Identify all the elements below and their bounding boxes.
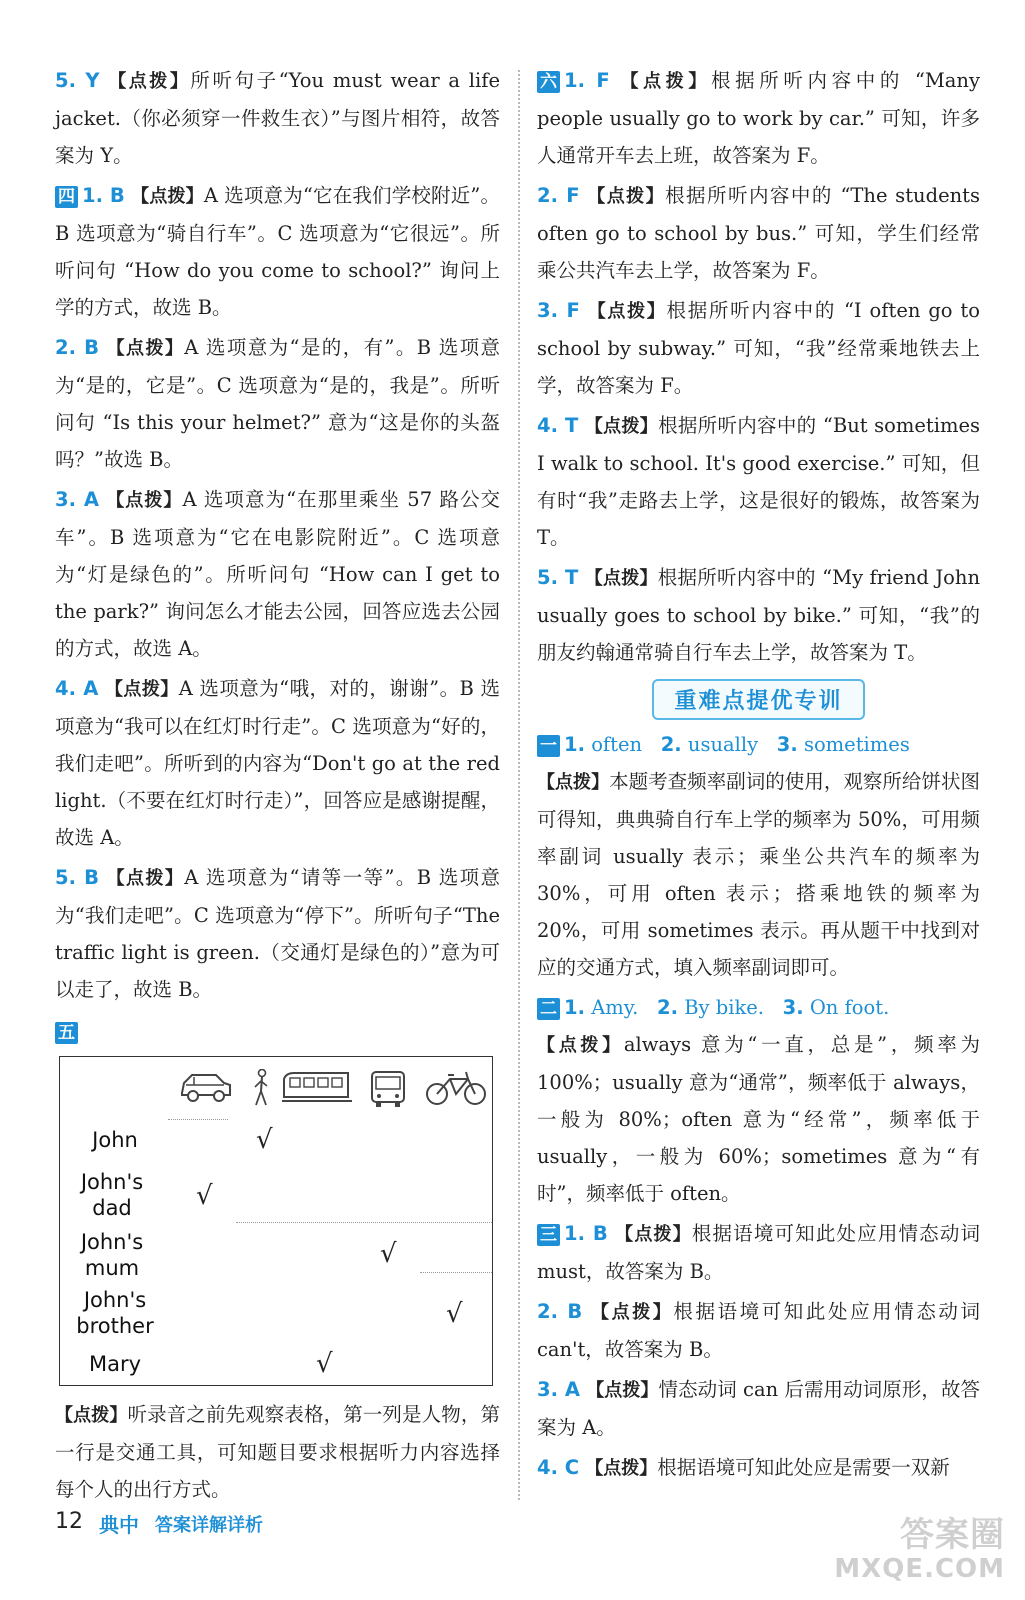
answer-item <box>537 177 980 289</box>
site-watermark <box>834 1515 1005 1586</box>
answer-word: sometimes <box>803 733 910 756</box>
answer-item <box>537 1293 980 1368</box>
footer-label: 答案详解详析 <box>155 1515 263 1536</box>
item-text: 根据所听内容中的 “But sometimes I walk to school. It's good exercise.” 可知，但有时“我”走路去上学，这是很好的锻炼，故答案为 T。 <box>537 414 981 549</box>
hint-tag: 【点拨】 <box>106 338 185 359</box>
check-mark: √ <box>380 1239 397 1269</box>
item-number: 1. <box>564 733 585 756</box>
item-number: 2. <box>660 733 682 756</box>
item-text: 根据所听内容中的 “Many people usually go to work by car.” 可知，许多人通常开车去上班，故答案为 F。 <box>537 69 980 167</box>
item-number: 3. <box>782 996 804 1019</box>
hint-tag: 【点拨】 <box>587 301 667 322</box>
item-number: 2. F <box>537 184 580 207</box>
car-icon <box>178 1069 234 1103</box>
section-badge: 二 <box>537 998 560 1020</box>
item-text: 所听句子“You must wear a life jacket.（你必须穿一件救生衣）”与图片相符，故答案为 Y。 <box>55 69 501 167</box>
hint-tag: 【点拨】 <box>131 186 204 207</box>
table-row-name: John's mum <box>80 1230 144 1280</box>
answer-item <box>55 481 500 667</box>
item-number: 3. A <box>537 1378 580 1401</box>
answer-item <box>537 559 980 671</box>
hint-tag: 【点拨】 <box>584 568 658 589</box>
answer-word: By bike. <box>684 996 765 1019</box>
answer-item <box>537 1449 980 1487</box>
dotted-separator <box>420 1272 492 1273</box>
answer-word: usually <box>687 733 759 756</box>
bicycle-icon <box>424 1069 488 1107</box>
hint-tag: 【点拨】 <box>615 1224 692 1245</box>
answer-item <box>55 1396 500 1508</box>
table-row-name: John's dad <box>80 1170 144 1220</box>
item-number: 2. <box>657 996 678 1019</box>
item-number: 5. Y <box>55 69 100 92</box>
hint-tag: 【点拨】 <box>586 1380 659 1401</box>
hint-tag: 【点拨】 <box>55 1405 128 1426</box>
item-number: 1. F <box>564 69 610 92</box>
answer-item <box>55 859 500 1008</box>
hint-tag: 【点拨】 <box>537 772 610 793</box>
watermark-top: 答案圈 <box>900 1515 1005 1555</box>
item-text: 根据语境可知此处应是需要一双新 <box>657 1456 950 1479</box>
column-divider <box>518 70 520 1500</box>
check-mark: √ <box>256 1125 273 1155</box>
hint-tag: 【点拨】 <box>537 1035 624 1056</box>
subway-train-icon <box>282 1069 352 1103</box>
item-text: A 选项意为“哦，对的，谢谢”。B 选项意为“我可以在红灯时行走”。C 选项意为“好的，我们走吧”。所听到的内容为“Don't go at the red light.（不要在红灯时行走）”，回答应是感谢提醒，故选 A。 <box>55 677 500 849</box>
table-row-name: Mary <box>88 1352 142 1376</box>
answer-word: Amy. <box>591 996 639 1019</box>
answer-item <box>537 989 980 1212</box>
brand-logo: 典中 <box>99 1513 139 1537</box>
check-mark: √ <box>196 1181 213 1211</box>
check-mark: √ <box>316 1349 333 1379</box>
watermark-bottom: MXQE.COM <box>834 1554 1005 1584</box>
bus-icon <box>368 1069 408 1109</box>
hint-tag: 【点拨】 <box>584 416 659 437</box>
item-text: 根据所听内容中的 “I often go to school by subway.” 可知，“我”经常乘地铁去上学，故答案为 F。 <box>537 299 981 397</box>
answer-item <box>55 670 500 856</box>
item-text: 听录音之前先观察表格，第一列是人物，第一行是交通工具，可知题目要求根据听力内容选择每个人的出行方式。 <box>55 1403 500 1501</box>
answer-item <box>55 177 500 326</box>
table-row-name: John's brother <box>76 1288 154 1338</box>
section-badge: 三 <box>537 1224 560 1246</box>
item-number: 4. A <box>55 677 99 700</box>
answer-item <box>537 292 980 404</box>
item-number: 1. B <box>82 184 125 207</box>
hint-tag: 【点拨】 <box>106 868 185 889</box>
page-footer <box>55 1505 455 1537</box>
item-number: 3. <box>776 733 798 756</box>
answer-item <box>537 1215 980 1290</box>
item-number: 5. B <box>55 866 100 889</box>
hint-tag: 【点拨】 <box>104 679 179 700</box>
item-text: A 选项意为“在那里乘坐 57 路公交车”。B 选项意为“它在电影院附近”。C 选项意为“灯是绿色的”。所听问句 “How can I get to the park?” 询问怎么才能去公园，回答应选去公园的方式，故选 A。 <box>55 488 501 660</box>
item-number: 5. T <box>537 566 579 589</box>
item-number: 1. <box>564 996 585 1019</box>
item-text: always 意为“一直，总是”，频率为 100%；usually 意为“通常”，频率低于 always，一般为 80%；often 意为“经常”，频率低于 usually，一般为 60%；sometimes 意为“有时”，频率低于 often。 <box>537 1033 981 1205</box>
item-number: 3. F <box>537 299 580 322</box>
left-column <box>55 62 500 1511</box>
hint-tag: 【点拨】 <box>106 490 183 511</box>
section-five-heading <box>55 1022 500 1044</box>
item-text: 根据所听内容中的 “My friend John usually goes to school by bike.” 可知，“我”的朋友约翰通常骑自行车去上学，故答案为 T。 <box>537 566 980 664</box>
item-number: 3. A <box>55 488 99 511</box>
right-column <box>537 62 980 1490</box>
item-text: A 选项意为“是的，有”。B 选项意为“是的，它是”。C 选项意为“是的，我是”。所听问句 “Is this your helmet?” 意为“这是你的头盔吗？”故选 B。 <box>55 336 501 471</box>
hint-tag: 【点拨】 <box>591 1302 674 1323</box>
answer-item <box>55 329 500 478</box>
item-number: 4. T <box>537 414 579 437</box>
hint-tag: 【点拨】 <box>108 71 191 92</box>
section-badge: 四 <box>55 186 78 208</box>
item-number: 2. B <box>537 1300 583 1323</box>
check-mark: √ <box>446 1299 463 1329</box>
hint-tag: 【点拨】 <box>620 71 712 92</box>
travel-table <box>59 1056 493 1386</box>
item-text: 根据所听内容中的 “The students often go to school by bus.” 可知，学生们经常乘公共汽车去上学，故答案为 F。 <box>537 184 981 282</box>
item-text: A 选项意为“请等一等”。B 选项意为“我们走吧”。C 选项意为“停下”。所听句子“The traffic light is green.（交通灯是绿色的）”意为可以走了，故选 B。 <box>55 866 501 1001</box>
page-number: 12 <box>55 1509 83 1534</box>
answer-item <box>537 1371 980 1446</box>
section-banner <box>537 679 980 720</box>
dotted-separator <box>168 1119 228 1120</box>
answer-item <box>537 726 980 986</box>
answer-item <box>55 62 500 174</box>
walking-person-icon <box>250 1069 274 1107</box>
item-text: 根据语境可知此处应用情态动词 must，故答案为 B。 <box>537 1222 980 1283</box>
item-number: 4. C <box>537 1456 580 1479</box>
section-badge: 一 <box>537 735 560 757</box>
section-badge: 六 <box>537 71 560 93</box>
item-text: 本题考查频率副词的使用，观察所给饼状图可得知，典典骑自行车上学的频率为 50%，可用频率副词 usually 表示；乘坐公共汽车的频率为 30%，可用 often 表示；搭乘地铁的频率为 20%，可用 sometimes 表示。再从题干中找到对应的交通方式，填入频率副词即可。 <box>537 770 980 979</box>
hint-tag: 【点拨】 <box>587 186 666 207</box>
section-badge: 五 <box>55 1022 78 1044</box>
answer-word: often <box>591 733 643 756</box>
table-row-name: John <box>92 1128 138 1152</box>
item-number: 1. B <box>564 1222 608 1245</box>
hint-tag: 【点拨】 <box>585 1458 658 1479</box>
item-text: 根据语境可知此处应用情态动词 can't，故答案为 B。 <box>537 1300 980 1361</box>
banner-title: 重难点提优专训 <box>652 679 864 720</box>
dotted-separator <box>236 1222 492 1223</box>
answer-item <box>537 62 980 174</box>
item-number: 2. B <box>55 336 100 359</box>
answer-item <box>537 407 980 556</box>
item-text: 情态动词 can 后需用动词原形，故答案为 A。 <box>537 1378 981 1439</box>
transport-icons-row <box>178 1063 490 1107</box>
item-text: A 选项意为“它在我们学校附近”。B 选项意为“骑自行车”。C 选项意为“它很远”。所听问句 “How do you come to school?” 询问上学的方式，故选 B。 <box>55 184 500 319</box>
answer-word: On foot. <box>809 996 890 1019</box>
